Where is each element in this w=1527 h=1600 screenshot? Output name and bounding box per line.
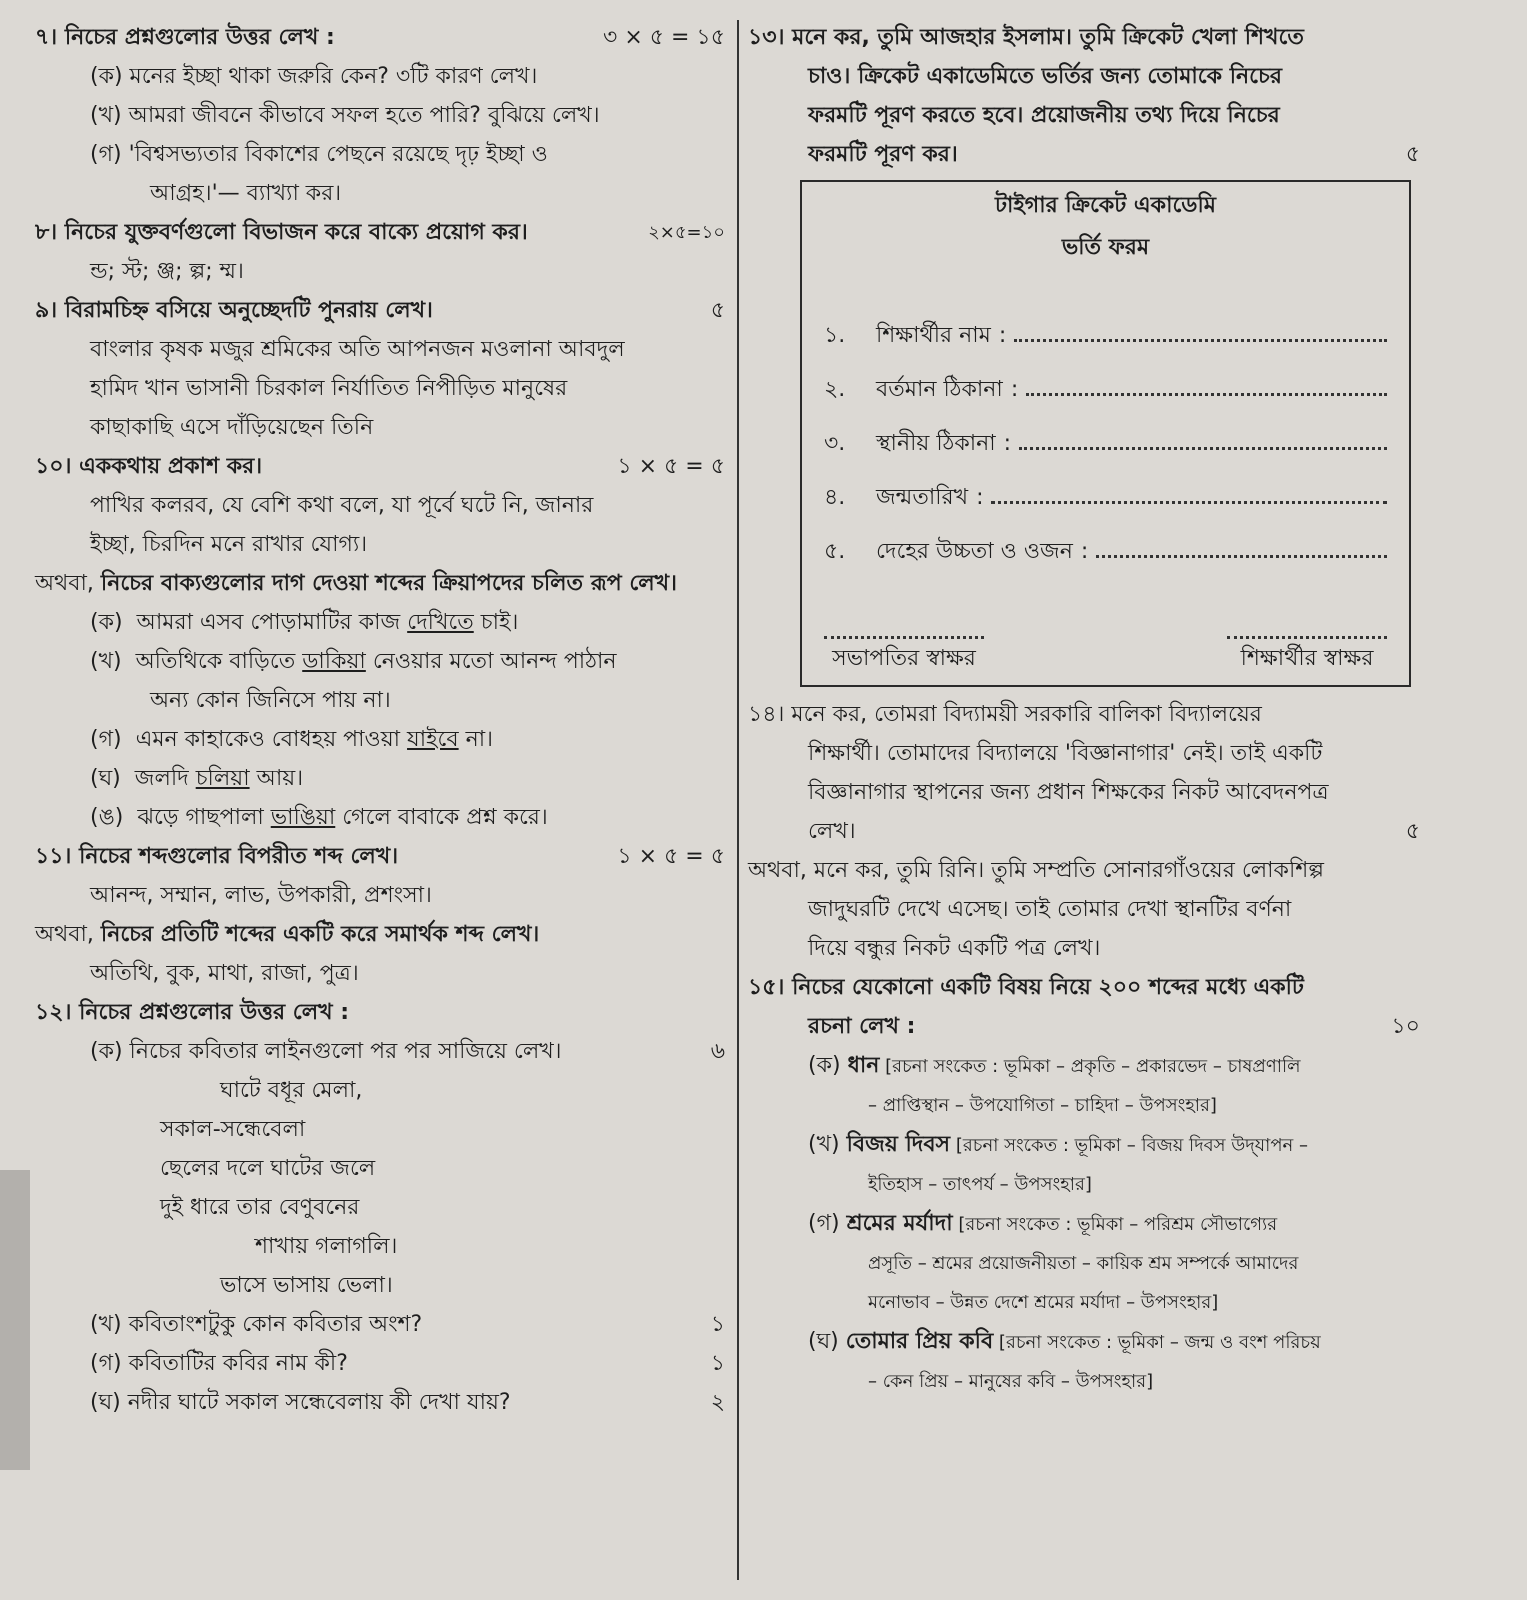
q9-line: হামিদ খান ভাসানী চিরকাল নির্যাতিত নিপীড়িত মানুষের	[90, 376, 568, 401]
essay-topic	[748, 1052, 1420, 1081]
q12-item-marks: ৬	[710, 1039, 725, 1064]
q10-line: পাখির কলরব, যে বেশি কথা বলে, যা পূর্বে ঘটে নি, জানার	[90, 493, 594, 518]
q11-body: আনন্দ, সম্মান, লাভ, উপকারী, প্রশংসা।	[90, 883, 432, 908]
q8-title: ৮। নিচের যুক্তবর্ণগুলো বিভাজন করে বাক্যে প্রয়োগ কর।	[35, 220, 528, 245]
form-field-height-weight	[824, 538, 1387, 566]
q12-item: (খ) কবিতাংশটুকু কোন কবিতার অংশ?	[90, 1312, 423, 1337]
q8-body: ন্ড; স্ট; ঞ্জ; ল্প; ম্ম।	[90, 259, 244, 284]
topic-hint: [রচনা সংকেত : ভূমিকা – প্রকৃতি – প্রকারভেদ – চাষপ্রণালি	[879, 1056, 1301, 1077]
q13-line: ১৩। মনে কর, তুমি আজহার ইসলাম। তুমি ক্রিকেট খেলা শিখতে	[748, 25, 1304, 50]
item-text: এমন কাহাকেও বোধহয় পাওয়া	[135, 727, 408, 752]
left-column	[35, 24, 725, 1428]
admission-form	[800, 180, 1411, 687]
item-text: আয়।	[249, 766, 304, 791]
field-blank[interactable]	[1014, 339, 1387, 342]
topic-hint: ইতিহাস – তাৎপর্য – উপসংহার]	[868, 1174, 1092, 1195]
q12-item: (গ) কবিতাটির কবির নাম কী?	[90, 1351, 348, 1376]
question-12	[35, 999, 725, 1417]
topic-title: শ্রমের মর্যাদা	[846, 1211, 953, 1236]
q9-marks: ৫	[710, 298, 725, 323]
field-colon: :	[976, 485, 984, 510]
field-colon: :	[998, 323, 1007, 348]
poem-line: ঘাটে বধূর মেলা,	[220, 1078, 363, 1103]
question-15	[748, 974, 1420, 1396]
q10-marks: ১ × ৫ = ৫	[617, 454, 725, 479]
item-text: চাই।	[473, 610, 519, 635]
field-blank[interactable]	[1019, 447, 1387, 450]
poem-line: ছেলের দলে ঘাটের জলে	[160, 1156, 376, 1181]
q13-marks: ৫	[1405, 142, 1420, 167]
q8-marks: ২×৫=১০	[648, 222, 725, 243]
field-number: ৫.	[824, 539, 846, 564]
right-column	[748, 24, 1420, 1407]
question-8	[35, 219, 725, 286]
question-13	[748, 24, 1420, 687]
q14-line: লেখ।	[808, 819, 856, 844]
item-label: (গ)	[90, 727, 122, 752]
topic-label: (গ)	[808, 1211, 840, 1236]
q14-marks: ৫	[1405, 819, 1420, 844]
question-11	[35, 843, 725, 988]
item-text: গেলে বাবাকে প্রশ্ন করে।	[335, 805, 548, 830]
q13-line: ফরমটি পূরণ কর।	[808, 142, 958, 167]
topic-title: ধান	[847, 1053, 880, 1078]
q13-line: ফরমটি পূরণ করতে হবে। প্রয়োজনীয় তথ্য দিয়ে নিচের	[808, 103, 1280, 128]
topic-hint: [রচনা সংকেত : ভূমিকা – বিজয় দিবস উদ্‌যাপন –	[950, 1135, 1309, 1156]
q10-line: ইচ্ছা, চিরদিন মনে রাখার যোগ্য।	[90, 532, 368, 557]
field-colon: :	[1010, 377, 1019, 402]
form-subtitle: ভর্তি ফরম	[1061, 235, 1150, 260]
q7-title: ৭। নিচের প্রশ্নগুলোর উত্তর লেখ :	[35, 25, 335, 50]
topic-title: তোমার প্রিয় কবি	[845, 1329, 994, 1354]
alt-prefix: অথবা,	[35, 922, 94, 947]
item-text: না।	[458, 727, 493, 752]
alt-title: নিচের বাক্যগুলোর দাগ দেওয়া শব্দের ক্রিয়াপদের চলিত রূপ লেখ।	[100, 571, 677, 596]
q10-alt-item	[35, 765, 725, 793]
q15-line: ১৫। নিচের যেকোনো একটি বিষয় নিয়ে ২০০ শব্দের মধ্যে একটি	[748, 975, 1304, 1000]
topic-hint: [রচনা সংকেত : ভূমিকা – জন্ম ও বংশ পরিচয়	[993, 1332, 1321, 1353]
underlined-word: দেখিতে	[407, 610, 474, 635]
q10-alt-item	[35, 648, 725, 676]
topic-hint: – প্রাপ্তিস্থান – উপযোগিতা – চাহিদা – উপসংহার]	[868, 1095, 1217, 1116]
topic-hint: মনোভাব – উন্নত দেশে শ্রমের মর্যাদা – উপসংহার]	[868, 1292, 1219, 1313]
q14-line: ১৪। মনে কর, তোমরা বিদ্যাময়ী সরকারি বালিকা বিদ্যালয়ের	[748, 702, 1262, 727]
signature-line[interactable]	[1227, 636, 1387, 639]
item-text: জলদি	[134, 766, 196, 791]
poem-line: শাখায় গলাগলি।	[255, 1234, 398, 1259]
underlined-word: চলিয়া	[195, 766, 250, 791]
item-text: নেওয়ার মতো আনন্দ পাঠান	[365, 649, 617, 674]
q15-marks: ১০	[1391, 1014, 1420, 1039]
topic-hint: প্রসূতি – শ্রমের প্রয়োজনীয়তা – কায়িক শ্রম সম্পর্কে আমাদের	[868, 1253, 1299, 1274]
item-label: (খ)	[90, 649, 122, 674]
alt-title: নিচের প্রতিটি শব্দের একটি করে সমার্থক শব্দ লেখ।	[100, 922, 540, 947]
item-label: (ঙ)	[90, 805, 124, 830]
q10-alternative	[35, 570, 725, 598]
essay-topic	[748, 1328, 1420, 1357]
field-blank[interactable]	[991, 501, 1387, 504]
poem-line: দুই ধারে তার বেণুবনের	[160, 1195, 360, 1220]
q7-item: (ক) মনের ইচ্ছা থাকা জরুরি কেন? ৩টি কারণ লেখ।	[90, 64, 538, 89]
field-colon: :	[1003, 431, 1012, 456]
poem-line: সকাল-সন্ধেবেলা	[160, 1117, 306, 1142]
question-14	[748, 701, 1420, 963]
underlined-word: ভাঙিয়া	[270, 805, 336, 830]
field-label: বর্তমান ঠিকানা	[876, 377, 1003, 402]
q10-title: ১০। এককথায় প্রকাশ কর।	[35, 454, 263, 479]
q12-item: (ক) নিচের কবিতার লাইনগুলো পর পর সাজিয়ে লেখ।	[90, 1039, 562, 1064]
q9-line: বাংলার কৃষক মজুর শ্রমিকের অতি আপনজন মওলানা আবদুল	[90, 337, 625, 362]
field-label: স্থানীয় ঠিকানা	[876, 431, 996, 456]
q12-item-marks: ১	[710, 1312, 725, 1337]
underlined-word: যাইবে	[407, 727, 459, 752]
q11-alt-body: অতিথি, বুক, মাথা, রাজা, পুত্র।	[90, 961, 359, 986]
essay-topic	[748, 1131, 1420, 1160]
essay-topic	[748, 1210, 1420, 1239]
topic-hint: – কেন প্রিয় – মানুষের কবি – উপসংহার]	[868, 1371, 1154, 1392]
q14-line: বিজ্ঞানাগার স্থাপনের জন্য প্রধান শিক্ষকের নিকট আবেদনপত্র	[808, 780, 1329, 805]
form-field-birthdate	[824, 484, 1387, 512]
q9-line: কাছাকাছি এসে দাঁড়িয়েছেন তিনি	[90, 415, 374, 440]
q7-marks: ৩ × ৫ = ১৫	[603, 25, 725, 50]
q15-line: রচনা লেখ :	[808, 1014, 916, 1039]
field-blank[interactable]	[1026, 393, 1387, 396]
signature-line[interactable]	[824, 636, 984, 639]
q7-item: (গ) 'বিশ্বসভ্যতার বিকাশের পেছনে রয়েছে দৃঢ় ইচ্ছা ও	[90, 142, 548, 167]
q7-item: (খ) আমরা জীবনে কীভাবে সফল হতে পারি? বুঝিয়ে লেখ।	[90, 103, 600, 128]
form-field-name	[824, 322, 1387, 350]
topic-title: বিজয় দিবস	[846, 1132, 951, 1157]
poem-line: ভাসে ভাসায় ভেলা।	[220, 1273, 393, 1298]
item-text: অতিথিকে বাড়িতে	[135, 649, 303, 674]
form-field-permanent-address	[824, 430, 1387, 458]
item-label: (ক)	[90, 610, 123, 635]
q13-line: চাও। ক্রিকেট একাডেমিতে ভর্তির জন্য তোমাকে নিচের	[808, 64, 1282, 89]
q10-alt-item	[35, 726, 725, 754]
sign-student: শিক্ষার্থীর স্বাক্ষর	[1240, 646, 1374, 671]
q11-title: ১১। নিচের শব্দগুলোর বিপরীত শব্দ লেখ।	[35, 844, 399, 869]
form-field-present-address	[824, 376, 1387, 404]
scan-edge-shadow	[0, 1170, 30, 1470]
field-label: জন্মতারিখ	[876, 485, 969, 510]
question-10	[35, 453, 725, 832]
form-title: টাইগার ক্রিকেট একাডেমি	[995, 193, 1216, 218]
q11-alternative	[35, 921, 725, 949]
topic-label: (ঘ)	[808, 1329, 839, 1354]
q12-item: (ঘ) নদীর ঘাটে সকাল সন্ধেবেলায় কী দেখা যায়?	[90, 1390, 511, 1415]
field-number: ২.	[824, 377, 846, 402]
item-label: (ঘ)	[90, 766, 121, 791]
field-label: দেহের উচ্চতা ও ওজন	[876, 539, 1073, 564]
underlined-word: ডাকিয়া	[302, 649, 366, 674]
question-9	[35, 297, 725, 442]
item-text: আমরা এসব পোড়ামাটির কাজ	[136, 610, 408, 635]
q14-line: শিক্ষার্থী। তোমাদের বিদ্যালয়ে 'বিজ্ঞানাগার' নেই। তাই একটি	[808, 741, 1323, 766]
item-text: ঝড়ে গাছপালা	[137, 805, 271, 830]
sign-president: সভাপতির স্বাক্ষর	[832, 646, 976, 671]
q9-title: ৯। বিরামচিহ্ন বসিয়ে অনুচ্ছেদটি পুনরায় লেখ।	[35, 298, 433, 323]
topic-label: (ক)	[808, 1053, 841, 1078]
topic-label: (খ)	[808, 1132, 840, 1157]
q11-marks: ১ × ৫ = ৫	[617, 844, 725, 869]
alt-prefix: অথবা,	[35, 571, 94, 596]
q10-alt-item-cont: অন্য কোন জিনিসে পায় না।	[150, 688, 391, 713]
q10-alt-item	[35, 804, 725, 832]
field-number: ১.	[824, 323, 846, 348]
field-label: শিক্ষার্থীর নাম	[876, 323, 991, 348]
column-divider	[737, 20, 739, 1580]
q12-title: ১২। নিচের প্রশ্নগুলোর উত্তর লেখ :	[35, 1000, 350, 1025]
field-colon: :	[1080, 539, 1089, 564]
q14-alt-line: অথবা, মনে কর, তুমি রিনি। তুমি সম্প্রতি সোনারগাঁওয়ের লোকশিল্প	[748, 858, 1324, 883]
q14-alt-line: জাদুঘরটি দেখে এসেছ। তাই তোমার দেখা স্থানটির বর্ণনা	[808, 897, 1292, 922]
field-number: ৪.	[824, 485, 846, 510]
q14-alt-line: দিয়ে বন্ধুর নিকট একটি পত্র লেখ।	[808, 936, 1101, 961]
field-number: ৩.	[824, 431, 846, 456]
q10-alt-item	[35, 609, 725, 637]
topic-hint: [রচনা সংকেত : ভূমিকা – পরিশ্রম সৌভাগ্যের	[952, 1214, 1278, 1235]
q7-item: আগ্রহ।'— ব্যাখ্যা কর।	[150, 181, 342, 206]
question-7	[35, 24, 725, 208]
q12-item-marks: ২	[710, 1390, 725, 1415]
field-blank[interactable]	[1096, 555, 1387, 558]
q12-item-marks: ১	[710, 1351, 725, 1376]
